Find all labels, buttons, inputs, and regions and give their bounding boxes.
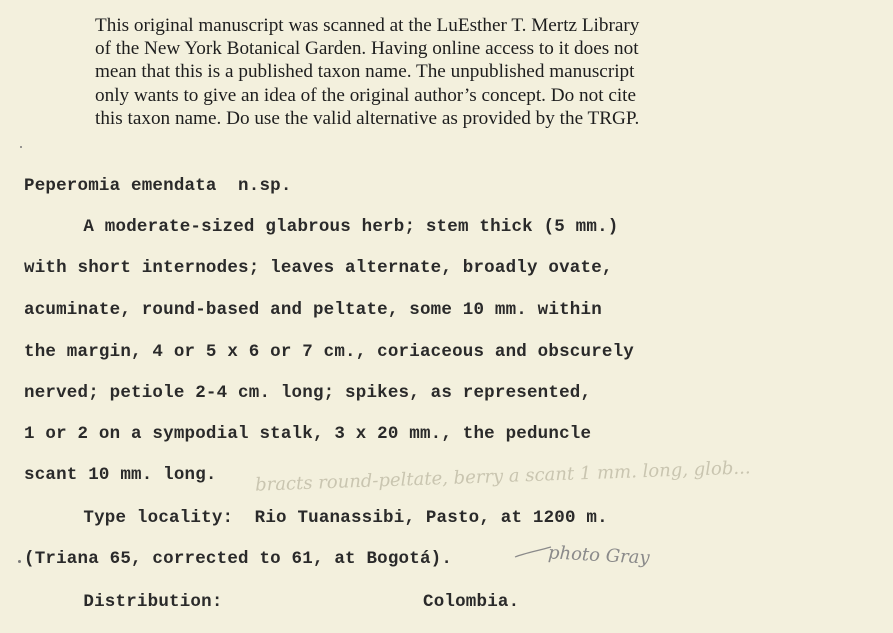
collection-line: (Triana 65, corrected to 61, at Bogotá). [24,549,453,569]
page-speck [20,146,22,148]
handwritten-bracts-note: bracts round-peltate, berry a scant 1 mm. long, glob... [254,457,751,496]
distribution-label: Distribution: [62,592,223,612]
description-line: 1 or 2 on a sympodial stalk, 3 x 20 mm., the peduncle [24,424,592,444]
description-line: A moderate-sized glabrous herb; stem thick (5 mm.) [62,217,619,237]
notice-line: mean that this is a published taxon name. The unpublished manuscript [95,61,635,83]
description-line: scant 10 mm. long. [24,465,217,485]
type-locality-line: Type locality: Rio Tuanassibi, Pasto, at 1200 m. [62,508,608,528]
notice-line: This original manuscript was scanned at the LuEsther T. Mertz Library [95,15,640,36]
description-line: with short internodes; leaves alternate, broadly ovate, [24,258,613,278]
notice-line: of the New York Botanical Garden. Having online access to it does not [95,38,639,60]
notice-line: this taxon name. Do use the valid alternative as provided by the TRGP. [95,107,640,129]
page-speck [18,560,21,563]
notice-line: only wants to give an idea of the original author’s concept. Do not cite [95,84,637,106]
handwritten-dash-mark [513,543,553,563]
distribution-value: Colombia. [423,592,520,612]
description-line: acuminate, round-based and peltate, some 10 mm. within [24,300,602,320]
handwritten-photo-note: photo Gray [547,542,651,569]
description-line: the margin, 4 or 5 x 6 or 7 cm., coriaceous and obscurely [24,342,634,362]
species-title: Peperomia emendata n.sp. [24,176,292,196]
description-line: nerved; petiole 2-4 cm. long; spikes, as represented, [24,383,592,403]
